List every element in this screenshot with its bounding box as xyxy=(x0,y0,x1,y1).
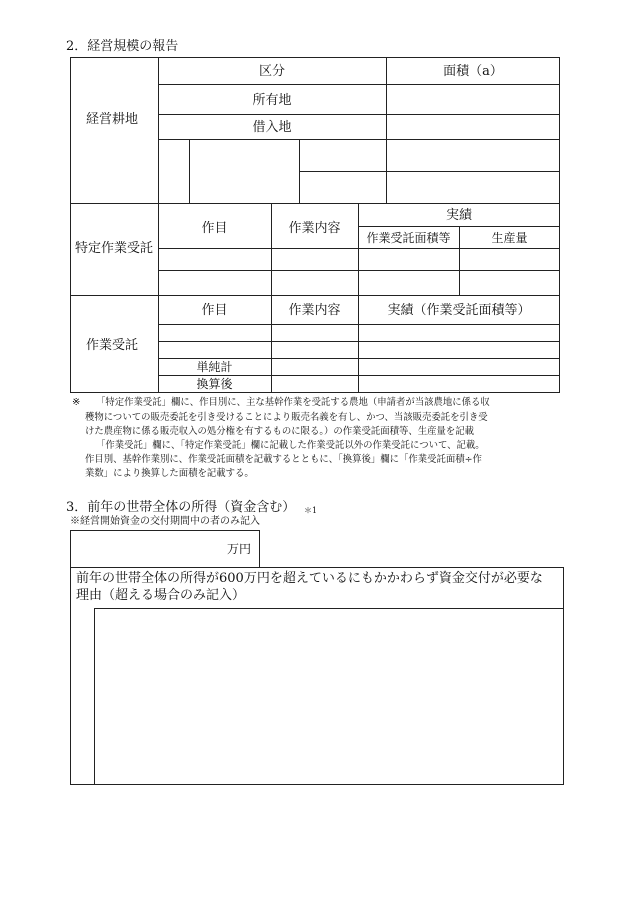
converted-label: 換算後 xyxy=(196,377,233,391)
col-divider xyxy=(189,139,190,203)
row-divider xyxy=(70,295,560,296)
section-2-heading: 2．経営規模の報告 xyxy=(66,39,179,54)
category-header: 区分 xyxy=(258,64,285,79)
row-divider xyxy=(158,248,560,249)
contracted-area-header: 作業受託面積等 xyxy=(366,231,451,245)
leased-land-label: 借入地 xyxy=(252,120,292,135)
note-line: 穫物についての販売委託を引き受けることにより販売名義を有し、かつ、当該販売委託を引き受 xyxy=(85,412,488,423)
row-divider xyxy=(299,171,560,172)
row-divider xyxy=(158,375,560,376)
reason-label-line2: 理由（超える場合のみ記入） xyxy=(76,588,246,603)
note-line: 「作業受託」欄に、「特定作業受託」欄に記載した作業受託以外の作業受託について、記載。 xyxy=(96,440,485,451)
reason-label-line1: 前年の世帯全体の所得が600万円を超えているにもかかわらず資金交付が必要な xyxy=(76,571,543,586)
area-header: 面積（a） xyxy=(443,64,503,79)
note-line: 作目別、基幹作業別に、作業受託面積を記載するとともに、「換算後」欄に「作業受託面積÷作 xyxy=(85,454,482,465)
specific-work-contract-label: 特定作業受託 xyxy=(75,241,154,256)
note-line: 「特定作業受託」欄に、作目別に、主な基幹作業を受託する農地（申請者が当該農地に係る収 xyxy=(96,397,490,408)
footnote-mark: ＊1 xyxy=(304,506,318,515)
row-divider xyxy=(70,203,560,204)
row-divider xyxy=(158,341,560,342)
row-divider xyxy=(158,270,560,271)
row-divider xyxy=(158,358,560,359)
row-divider xyxy=(158,324,560,325)
crop-header-2: 作目 xyxy=(201,303,228,318)
work-contract-label: 作業受託 xyxy=(86,338,139,353)
unit-label: 万円 xyxy=(227,542,252,556)
production-header: 生産量 xyxy=(491,231,528,245)
note-line: けた農産物に係る販売収入の処分権を有するものに限る。）の作業受託面積等、生産量を記載 xyxy=(85,426,475,437)
row-divider xyxy=(158,114,560,115)
row-divider xyxy=(158,139,560,140)
sub-note: ※経営開始資金の交付期間中の者のみ記入 xyxy=(70,516,260,527)
crop-header: 作目 xyxy=(201,221,228,236)
col-divider xyxy=(386,57,387,203)
row-divider xyxy=(158,84,560,85)
work-content-header: 作業内容 xyxy=(288,221,341,236)
section-3-heading: 3．前年の世帯全体の所得（資金含む） xyxy=(66,500,296,515)
work-content-header-2: 作業内容 xyxy=(288,303,341,318)
owned-land-label: 所有地 xyxy=(252,93,292,108)
results-area-header: 実績（作業受託面積等） xyxy=(387,303,531,318)
farmland-label: 経営耕地 xyxy=(86,112,139,127)
reason-input-area[interactable] xyxy=(94,608,564,785)
note-line: 業数」により換算した面積を記載する。 xyxy=(85,468,254,479)
simple-total-label: 単純計 xyxy=(196,360,233,374)
col-divider xyxy=(299,139,300,203)
note-mark: ※ xyxy=(72,397,81,408)
results-header: 実績 xyxy=(445,208,472,223)
